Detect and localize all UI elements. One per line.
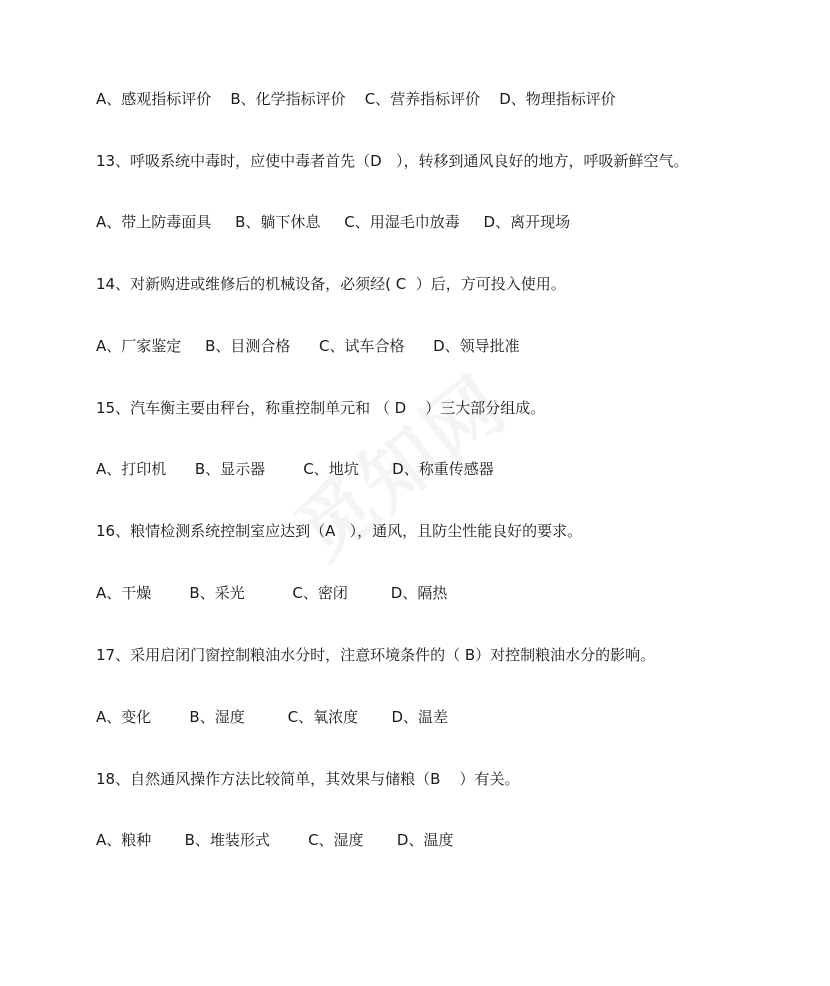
question-16: 16、粮情检测系统控制室应达到（A ），通风，且防尘性能良好的要求。: [96, 522, 583, 540]
answer-options-16: A、干燥 B、采光 C、密闭 D、隔热: [96, 584, 448, 602]
answer-options-18: A、粮种 B、堆装形式 C、湿度 D、温度: [96, 831, 454, 849]
question-17: 17、采用启闭门窗控制粮油水分时，注意环境条件的（ B）对控制粮油水分的影响。: [96, 646, 656, 664]
question-18: 18、自然通风操作方法比较简单，其效果与储粮（B ）有关。: [96, 770, 520, 788]
answer-options-17: A、变化 B、湿度 C、氧浓度 D、温差: [96, 708, 449, 726]
answer-options-14: A、厂家鉴定 B、目测合格 C、试车合格 D、领导批准: [96, 337, 520, 355]
question-14: 14、对新购进或维修后的机械设备，必须经( C ）后，方可投入使用。: [96, 275, 566, 293]
question-15: 15、汽车衡主要由秤台，称重控制单元和 （ D ）三大部分组成。: [96, 399, 546, 417]
question-13: 13、呼吸系统中毒时，应使中毒者首先（D ），转移到通风良好的地方，呼吸新鲜空气。: [96, 152, 689, 170]
answer-options-12: A、感观指标评价 B、化学指标评价 C、营养指标评价 D、物理指标评价: [96, 90, 616, 108]
answer-options-13: A、带上防毒面具 B、躺下休息 C、用湿毛巾放毒 D、离开现场: [96, 213, 571, 231]
answer-options-15: A、打印机 B、显示器 C、地坑 D、称重传感器: [96, 460, 494, 478]
